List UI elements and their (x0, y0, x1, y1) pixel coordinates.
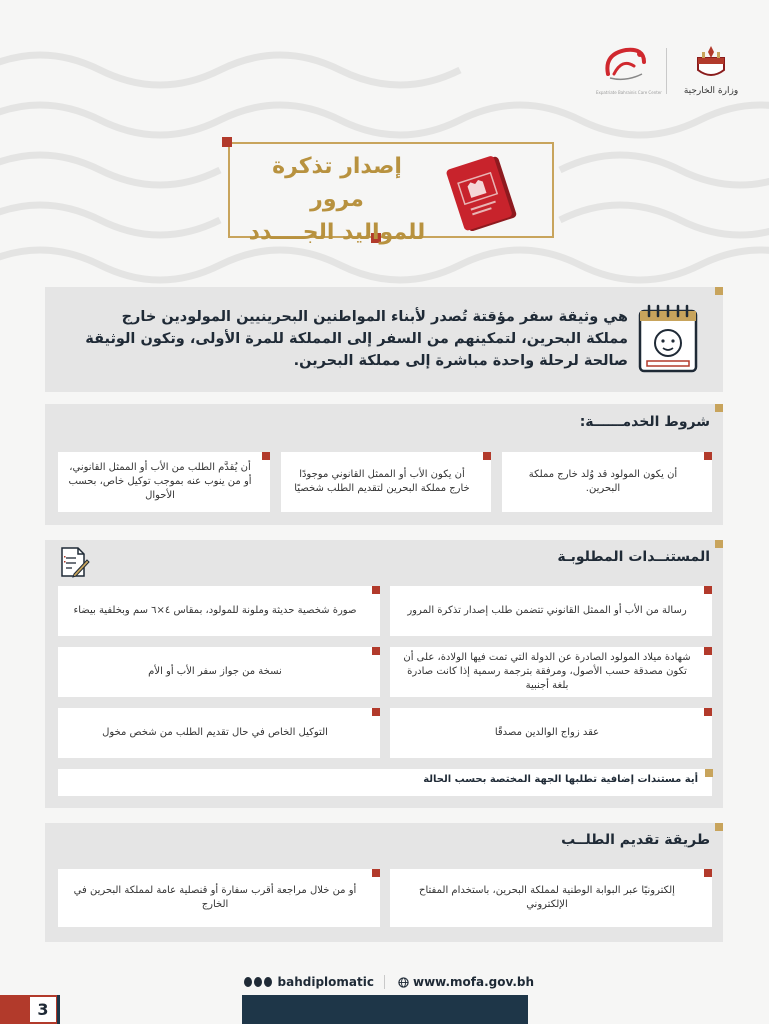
document-card (58, 647, 380, 697)
title-line-2: للمواليد الجــــدد (248, 220, 426, 245)
document-bullet (372, 647, 380, 655)
conditions-corner-square (715, 404, 723, 412)
agency-logo (596, 44, 662, 100)
document-text: التوكيل الخاص في حال تقديم الطلب من شخص مخول (102, 727, 328, 738)
document-card (58, 586, 380, 636)
conditions-title: شروط الخدمــــــة: (579, 414, 710, 430)
title-corner-square (222, 137, 232, 147)
document-card (390, 586, 712, 636)
footer-separator (384, 975, 385, 989)
document-text: نسخة من جواز سفر الأب أو الأم (148, 666, 282, 677)
page-badge (0, 995, 60, 1024)
method-text: إلكترونيًا عبر البوابة الوطنية لمملكة البحرين، باستخدام المفتاح الإلكتروني (419, 885, 675, 910)
extra-documents-text: أية مستندات إضافية تطلبها الجهة المختصة بحسب الحالة (423, 774, 698, 785)
condition-card (58, 452, 270, 512)
document-card (390, 708, 712, 758)
ministry-name: وزارة الخارجية (683, 86, 739, 96)
document-checklist-icon (58, 546, 90, 578)
agency-caption: Expatriate Bahrainis Care Center (596, 90, 662, 95)
method-corner-square (715, 823, 723, 831)
document-bullet (704, 647, 712, 655)
document-bullet (372, 586, 380, 594)
method-card (390, 869, 712, 927)
document-bullet (704, 586, 712, 594)
youtube-icon (264, 977, 272, 987)
document-text: عقد زواج الوالدين مصدقًا (494, 727, 600, 738)
condition-text: أن يُقدَّم الطلب من الأب أو الممثل القانوني، أو من ينوب عنه بموجب توكيل خاص، بحسب الأحوال (68, 462, 252, 501)
condition-text: أن يكون الأب أو الممثل القانوني موجودًا خارج مملكة البحرين لتقديم الطلب شخصيًا (294, 469, 470, 494)
passport-icon (440, 152, 526, 232)
document-card (58, 708, 380, 758)
document-bullet (372, 708, 380, 716)
method-card (58, 869, 380, 927)
document-card (390, 647, 712, 697)
method-bullet (372, 869, 380, 877)
social-handle: bahdiplomatic (277, 975, 374, 989)
intro-corner-square (715, 287, 723, 295)
document-text: شهادة ميلاد المولود الصادرة عن الدولة التي تمت فيها الولادة، على أن تكون مصدقة حسب الأصول، ومرفقة بترجمة رسمية إذا كانت صادرة بلغة أجنبية (403, 652, 691, 691)
method-text: أو من خلال مراجعة أقرب سفارة أو قنصلية عامة لمملكة البحرين في الخارج (73, 885, 357, 910)
extra-note-square (705, 769, 713, 777)
instagram-icon (244, 977, 252, 987)
logo-divider (666, 48, 667, 94)
condition-bullet (483, 452, 491, 460)
document-text: صورة شخصية حديثة وملونة للمولود، بمقاس ٤×٦ سم وبخلفية بيضاء (73, 605, 357, 616)
page-number: 3 (30, 997, 56, 1022)
condition-card (502, 452, 712, 512)
ministry-logo (676, 44, 746, 100)
globe-icon (398, 977, 409, 988)
condition-bullet (262, 452, 270, 460)
x-twitter-icon (254, 977, 262, 987)
ministry-emblem-icon (694, 44, 728, 80)
page-title (244, 150, 430, 245)
method-bullet (704, 869, 712, 877)
title-line-1: إصدار تذكرة مرور (272, 154, 402, 212)
footer-bar (242, 995, 528, 1024)
extra-documents-note (58, 769, 712, 796)
social-links[interactable] (244, 974, 374, 990)
condition-card (281, 452, 491, 512)
calendar-baby-icon (637, 303, 699, 375)
website-link[interactable] (398, 974, 538, 990)
agency-swirl-icon (600, 44, 650, 86)
document-text: رسالة من الأب أو الممثل القانوني تتضمن طلب إصدار تذكرة المرور (407, 605, 687, 616)
condition-text: أن يكون المولود قد وُلد خارج مملكة البحرين. (528, 469, 678, 494)
method-title: طريقة تقديم الطلــب (561, 832, 710, 848)
intro-text: هي وثيقة سفر مؤقتة تُصدر لأبناء المواطنين البحرينيين المولودين خارج مملكة البحرين، لتمكينهم من السفر إلى المملكة للمرة الأولى، وتكون الوثيقة صالحة لرحلة واحدة مباشرة إلى مملكة البحرين. (85, 309, 628, 369)
document-bullet (704, 708, 712, 716)
documents-title: المستنــدات المطلوبـة (557, 549, 710, 565)
condition-bullet (704, 452, 712, 460)
documents-corner-square (715, 540, 723, 548)
website-url: www.mofa.gov.bh (413, 975, 535, 989)
